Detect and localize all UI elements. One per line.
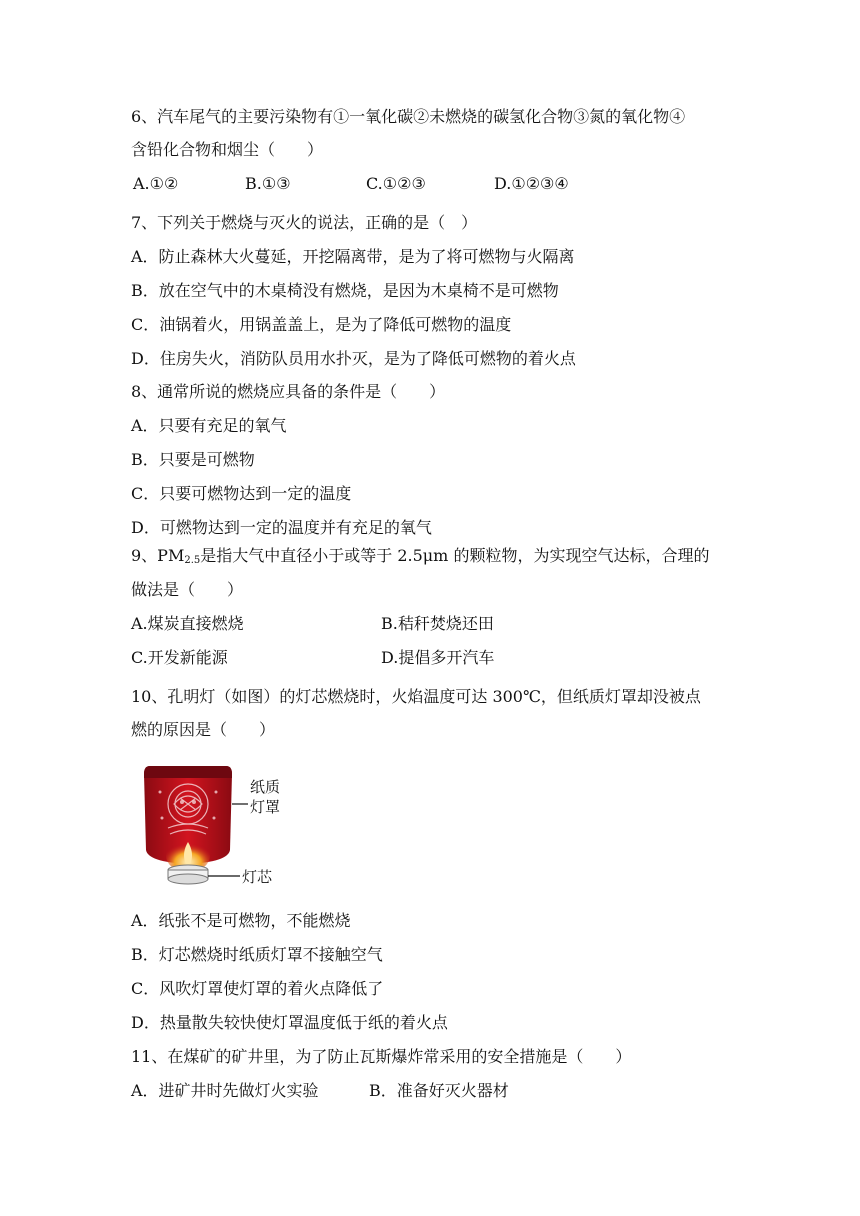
- q9-stem-line2: 做法是（ ）: [131, 580, 244, 599]
- q9-stem-post: 是指大气中直径小于或等于 2.5μm 的颗粒物，为实现空气达标，合理的: [200, 546, 710, 565]
- q11-stem: 11、在煤矿的矿井里，为了防止瓦斯爆炸常采用的安全措施是（ ）: [131, 1047, 632, 1066]
- q8-option-c: C．只要可燃物达到一定的温度: [131, 484, 352, 503]
- q7-option-c: C．油锅着火，用锅盖盖上，是为了降低可燃物的温度: [131, 315, 512, 334]
- sky-lantern-figure: [140, 758, 290, 888]
- q9-option-d: D.提倡多开汽车: [381, 648, 495, 667]
- q10-option-b: B．灯芯燃烧时纸质灯罩不接触空气: [131, 945, 383, 964]
- q6-option-c: C.①②③: [366, 174, 426, 193]
- q10-option-d: D．热量散失较快使灯罩温度低于纸的着火点: [131, 1013, 448, 1032]
- q8-option-a: A．只要有充足的氧气: [131, 416, 287, 435]
- q10-stem-line2: 燃的原因是（ ）: [131, 720, 276, 739]
- q9-stem-pre: 9、PM: [131, 546, 185, 565]
- q7-option-b: B．放在空气中的木桌椅没有燃烧，是因为木桌椅不是可燃物: [131, 281, 559, 300]
- q7-option-d: D．住房失火，消防队员用水扑灭，是为了降低可燃物的着火点: [131, 349, 576, 368]
- q9-option-b: B.秸秆焚烧还田: [381, 614, 494, 633]
- q9-option-a: A.煤炭直接燃烧: [131, 614, 244, 633]
- q6-stem-line2: 含铅化合物和烟尘（ ）: [131, 140, 324, 159]
- q9-stem-subscript: 2.5: [184, 555, 201, 566]
- q6-stem-line1: 6、汽车尾气的主要污染物有①一氧化碳②未燃烧的碳氢化合物③氮的氧化物④: [131, 107, 686, 126]
- q9-option-c: C.开发新能源: [131, 648, 228, 667]
- q10-option-c: C．风吹灯罩使灯罩的着火点降低了: [131, 979, 384, 998]
- q7-stem: 7、下列关于燃烧与灭火的说法，正确的是（ ）: [131, 213, 478, 232]
- q6-option-a: A.①②: [133, 174, 179, 193]
- label-paper-shade-line2: 灯罩: [250, 798, 281, 816]
- q11-option-a: A．进矿井时先做灯火实验: [131, 1081, 319, 1100]
- q8-option-d: D．可燃物达到一定的温度并有充足的氧气: [131, 518, 432, 537]
- q10-stem-line1: 10、孔明灯（如图）的灯芯燃烧时，火焰温度可达 300℃，但纸质灯罩却没被点: [131, 687, 701, 706]
- q10-option-a: A．纸张不是可燃物，不能燃烧: [131, 911, 351, 930]
- label-wick: 灯芯: [242, 868, 273, 886]
- q7-option-a: A．防止森林大火蔓延，开挖隔离带，是为了将可燃物与火隔离: [131, 247, 575, 266]
- q6-option-d: D.①②③④: [494, 174, 569, 193]
- q6-option-b: B.①③: [245, 174, 291, 193]
- q9-stem-line1: [131, 545, 709, 572]
- q8-stem: 8、通常所说的燃烧应具备的条件是（ ）: [131, 382, 446, 401]
- label-paper-shade-line1: 纸质: [250, 778, 281, 796]
- q8-option-b: B．只要是可燃物: [131, 450, 255, 469]
- q11-option-b: B．准备好灭火器材: [369, 1081, 509, 1100]
